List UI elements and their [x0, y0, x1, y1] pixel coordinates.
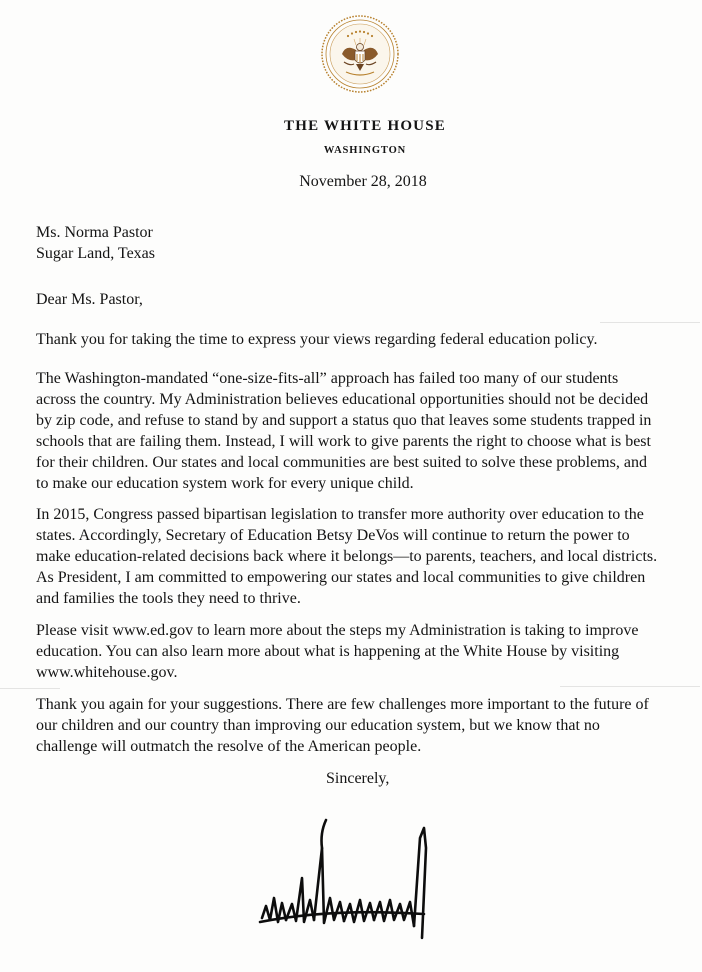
- paragraph-line: In 2015, Congress passed bipartisan legislation to transfer more authority over education to the: [36, 506, 644, 523]
- paragraph-legislation: [36, 504, 702, 609]
- recipient-name: Ms. Norma Pastor: [36, 224, 153, 241]
- paragraph-line: Thank you again for your suggestions. There are few challenges more important to the future of: [36, 696, 649, 713]
- paragraph-thanks: [36, 329, 702, 350]
- letterhead-title: THE WHITE HOUSE: [284, 118, 446, 134]
- closing-sincerely: Sincerely,: [326, 770, 390, 787]
- paragraph-line: our children and our country than improving our education system, but we know that no: [36, 717, 600, 734]
- paragraph-line: challenge will outmatch the resolve of the American people.: [36, 738, 422, 755]
- paragraph-line: Please visit www.ed.gov to learn more about the steps my Administration is taking to improve: [36, 622, 639, 639]
- paragraph-line: The Washington-mandated “one-size-fits-all” approach has failed too many of our students: [36, 370, 619, 387]
- letter-date: November 28, 2018: [299, 173, 427, 190]
- fold-line: [560, 686, 700, 687]
- paragraph-closing: [36, 694, 702, 757]
- paragraph-line: to make our education system work for every unique child.: [36, 475, 414, 492]
- recipient-location: Sugar Land, Texas: [36, 245, 155, 262]
- signature-image: [252, 808, 452, 948]
- paragraph-line: and families the tools they need to thrive.: [36, 590, 301, 607]
- paragraph-line: As President, I am committed to empowering our states and local communities to give children: [36, 569, 646, 586]
- paragraph-line: schools that are failing them. Instead, I will work to give parents the right to choose what is best: [36, 433, 651, 450]
- fold-line: [0, 688, 60, 689]
- paragraph-line: for their children. Our states and local communities are best suited to solve these problems, and: [36, 454, 647, 471]
- paragraph-line: Thank you for taking the time to express your views regarding federal education policy.: [36, 331, 598, 348]
- paragraph-line: make education-related decisions back where it belongs—to parents, teachers, and local districts.: [36, 548, 658, 565]
- paragraph-line: by zip code, and refuse to stand by and support a status quo that leaves some students trapped in: [36, 412, 652, 429]
- fold-line: [600, 322, 700, 323]
- letterhead-subtitle: WASHINGTON: [323, 145, 407, 156]
- paragraph-approach: [36, 368, 702, 494]
- salutation: Dear Ms. Pastor,: [36, 291, 143, 308]
- paragraph-line: across the country. My Administration believes educational opportunities should not be decided: [36, 391, 649, 408]
- paragraph-visit: [36, 620, 702, 683]
- presidential-seal-icon: [320, 14, 400, 94]
- paragraph-line: www.whitehouse.gov.: [36, 664, 178, 681]
- paragraph-line: education. You can also learn more about what is happening at the White House by visiting: [36, 643, 620, 660]
- paragraph-line: states. Accordingly, Secretary of Education Betsy DeVos will continue to return the power to: [36, 527, 630, 544]
